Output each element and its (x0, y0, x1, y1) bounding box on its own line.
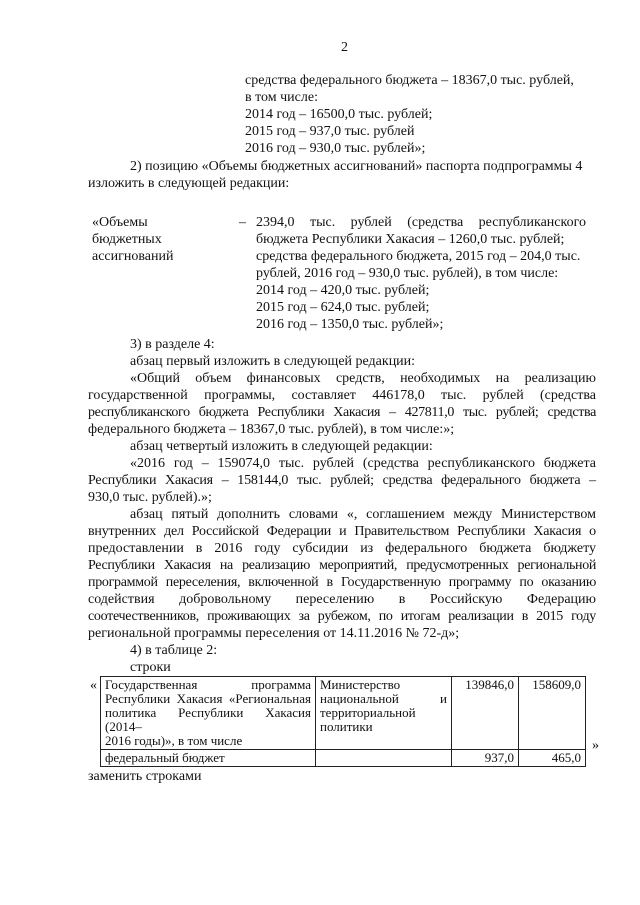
text-line: в том числе: (245, 90, 318, 105)
text-line: республиканского бюджета Республики Хакасия – 427811,0 тыс. рублей; средства (88, 405, 596, 420)
table-cell-empty (316, 750, 452, 767)
item-2-line: изложить в следующей редакции: (88, 176, 290, 191)
table-open-quote: « (90, 678, 97, 693)
table-cell-program (101, 677, 316, 750)
text-line: региональной программы переселения от 14.11.2016 № 72-д»; (88, 626, 460, 641)
budget-table (100, 676, 586, 767)
text-line: 4) в таблице 2: (130, 643, 218, 658)
text-line: Республики Хакасия – 158144,0 тыс. рублей; средства федерального бюджета – (88, 473, 596, 488)
text-line: «Общий объем финансовых средств, необходимых на реализацию (130, 371, 596, 386)
text-line: соотечественников, проживающих за рубежом, по итогам реализации в 2015 году (88, 609, 596, 624)
table-cell-value: 139846,0 (452, 677, 519, 750)
cell-line: политики (320, 719, 373, 734)
text-line: 2014 год – 16500,0 тыс. рублей; (245, 107, 433, 122)
text-line: 930,0 тыс. рублей).»; (88, 490, 212, 505)
passport-line: рублей, 2016 год – 930,0 тыс. рублей), в том числе: (256, 266, 559, 281)
table-cell-value: 465,0 (519, 750, 586, 767)
cell-line: политика Республики Хакасия (2014– (105, 705, 311, 734)
replace-with-text: заменить строками (88, 769, 202, 784)
table-row (101, 750, 586, 767)
table-cell-value: 937,0 (452, 750, 519, 767)
text-line: «2016 год – 159074,0 тыс. рублей (средства республиканского бюджета (130, 456, 596, 471)
passport-line: 2016 год – 1350,0 тыс. рублей»; (256, 317, 444, 332)
cell-line: Государственная программа (105, 677, 311, 692)
text-line: абзац первый изложить в следующей редакции: (130, 354, 416, 369)
text-line: содействия добровольному переселению в Российскую Федерацию (88, 592, 596, 607)
passport-line: 2015 год – 624,0 тыс. рублей; (256, 300, 430, 315)
text-line: абзац четвертый изложить в следующей редакции: (130, 439, 433, 454)
passport-label: «Объемы (92, 215, 148, 230)
cell-line: национальной и (320, 691, 447, 706)
passport-label: ассигнований (92, 249, 174, 264)
passport-dash: – (239, 215, 246, 230)
table-close-quote: » (592, 738, 599, 753)
text-line: абзац пятый дополнить словами «, соглашением между Министерством (130, 507, 596, 522)
text-line: предоставлении в 2016 году субсидии из федерального бюджета бюджету (88, 541, 596, 556)
cell-line: Министерство (320, 677, 401, 692)
text-line: программой переселения, включенной в Государственную программу по оказанию (88, 575, 596, 590)
table-cell-federal: федеральный бюджет (101, 750, 316, 767)
text-line: федерального бюджета – 18367,0 тыс. рублей), в том числе:»; (88, 422, 455, 437)
text-line: 2015 год – 937,0 тыс. рублей (245, 124, 415, 139)
text-line: строки (130, 660, 171, 675)
text-line: 2016 год – 930,0 тыс. рублей»; (245, 141, 426, 156)
text-line: средства федерального бюджета – 18367,0 тыс. рублей, (245, 73, 574, 88)
cell-line: Республики Хакасия «Региональная (105, 691, 311, 706)
table-row (101, 677, 586, 750)
table-cell-value: 158609,0 (519, 677, 586, 750)
table-cell-ministry (316, 677, 452, 750)
text-line: внутренних дел Российской Федерации и Правительством Республики Хакасия о (88, 524, 596, 539)
text-line: 3) в разделе 4: (130, 337, 215, 352)
page-number: 2 (341, 40, 348, 55)
passport-line: бюджета Республики Хакасия – 1260,0 тыс. рублей; (256, 232, 565, 247)
text-line: государственной программы, составляет 446178,0 тыс. рублей (средства (88, 388, 596, 403)
passport-line: 2014 год – 420,0 тыс. рублей; (256, 283, 430, 298)
passport-line: 2394,0 тыс. рублей (средства республиканского (256, 215, 586, 230)
cell-line: территориальной (320, 705, 416, 720)
item-2-line: 2) позицию «Объемы бюджетных ассигнований» паспорта подпрограммы 4 (130, 159, 583, 174)
cell-line: 2016 годы)», в том числе (105, 733, 243, 748)
passport-label: бюджетных (92, 232, 162, 247)
text-line: Республики Хакасия на реализацию мероприятий, предусмотренных региональной (88, 558, 596, 573)
passport-line: средства федерального бюджета, 2015 год – 204,0 тыс. (256, 249, 581, 264)
